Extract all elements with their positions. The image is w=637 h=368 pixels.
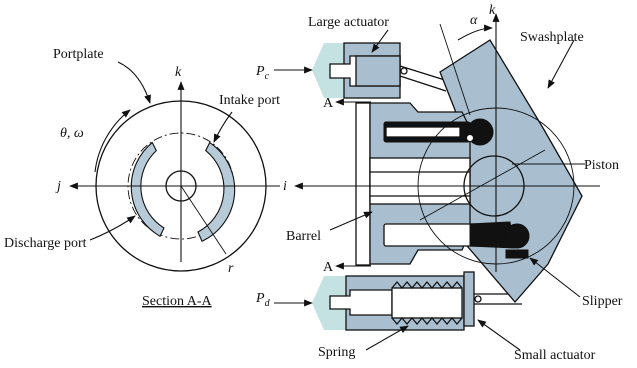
- intake-port-label: Intake port: [219, 93, 281, 108]
- port-plate-strip: [356, 103, 370, 265]
- upper-piston: [384, 119, 493, 145]
- k-axis-label-right: k: [489, 3, 496, 18]
- section-a-a-label: Section A-A: [142, 294, 212, 309]
- upper-piston-ball: [467, 119, 493, 145]
- i-axis-label: i: [283, 179, 287, 194]
- discharge-port-slot: [131, 143, 164, 237]
- large-actuator: [312, 43, 448, 98]
- small-actuator-spring-chamber: [392, 288, 462, 318]
- barrel-label: Barrel: [286, 229, 321, 244]
- pd-label: [255, 291, 271, 309]
- swashplate-leader: [548, 40, 574, 88]
- swashplate-label: Swashplate: [520, 30, 584, 45]
- slipper-leader: [530, 258, 580, 297]
- pc-label-sub: c: [264, 71, 270, 82]
- pc-label-main: P: [256, 64, 265, 79]
- upper-piston-rod: [386, 127, 460, 137]
- slipper-shoe: [506, 250, 528, 258]
- discharge-port-label: Discharge port: [4, 236, 87, 251]
- slipper-label: Slipper: [582, 294, 623, 309]
- portplate-section-view: [4, 47, 280, 309]
- section-a-bottom-label: A: [323, 260, 334, 275]
- j-axis-label: j: [57, 179, 61, 194]
- small-actuator-label: Small actuator: [514, 348, 596, 363]
- pd-label-sub: d: [264, 298, 270, 309]
- small-actuator: [312, 272, 522, 330]
- small-actuator-piston-head: [464, 272, 474, 326]
- intake-port-leader: [214, 112, 232, 142]
- barrel-center-shaft: [370, 158, 470, 204]
- large-actuator-label: Large actuator: [308, 15, 389, 30]
- piston-label: Piston: [584, 158, 620, 173]
- pump-section-view: [255, 3, 623, 363]
- intake-port-slot: [198, 143, 235, 242]
- pc-label: [255, 64, 270, 82]
- alpha-label: α: [470, 13, 478, 28]
- lower-piston-ball: [505, 224, 529, 248]
- k-axis-label-left: k: [175, 65, 182, 80]
- theta-omega-label: θ, ω: [60, 126, 84, 141]
- section-a-top-label: A: [323, 96, 334, 111]
- small-actuator-pin: [475, 296, 481, 302]
- rotation-arrow: [95, 110, 130, 172]
- portplate-label: Portplate: [53, 47, 104, 62]
- small-actuator-leader: [478, 320, 520, 350]
- large-actuator-pin: [401, 68, 407, 74]
- r-label: r: [228, 261, 234, 276]
- upper-piston-ball-hole: [467, 135, 473, 141]
- portplate-leader: [118, 62, 150, 103]
- spring-label: Spring: [318, 345, 356, 360]
- large-actuator-piston: [356, 56, 400, 86]
- alpha-arc-arrow: [458, 28, 492, 40]
- pd-label-main: P: [256, 291, 265, 306]
